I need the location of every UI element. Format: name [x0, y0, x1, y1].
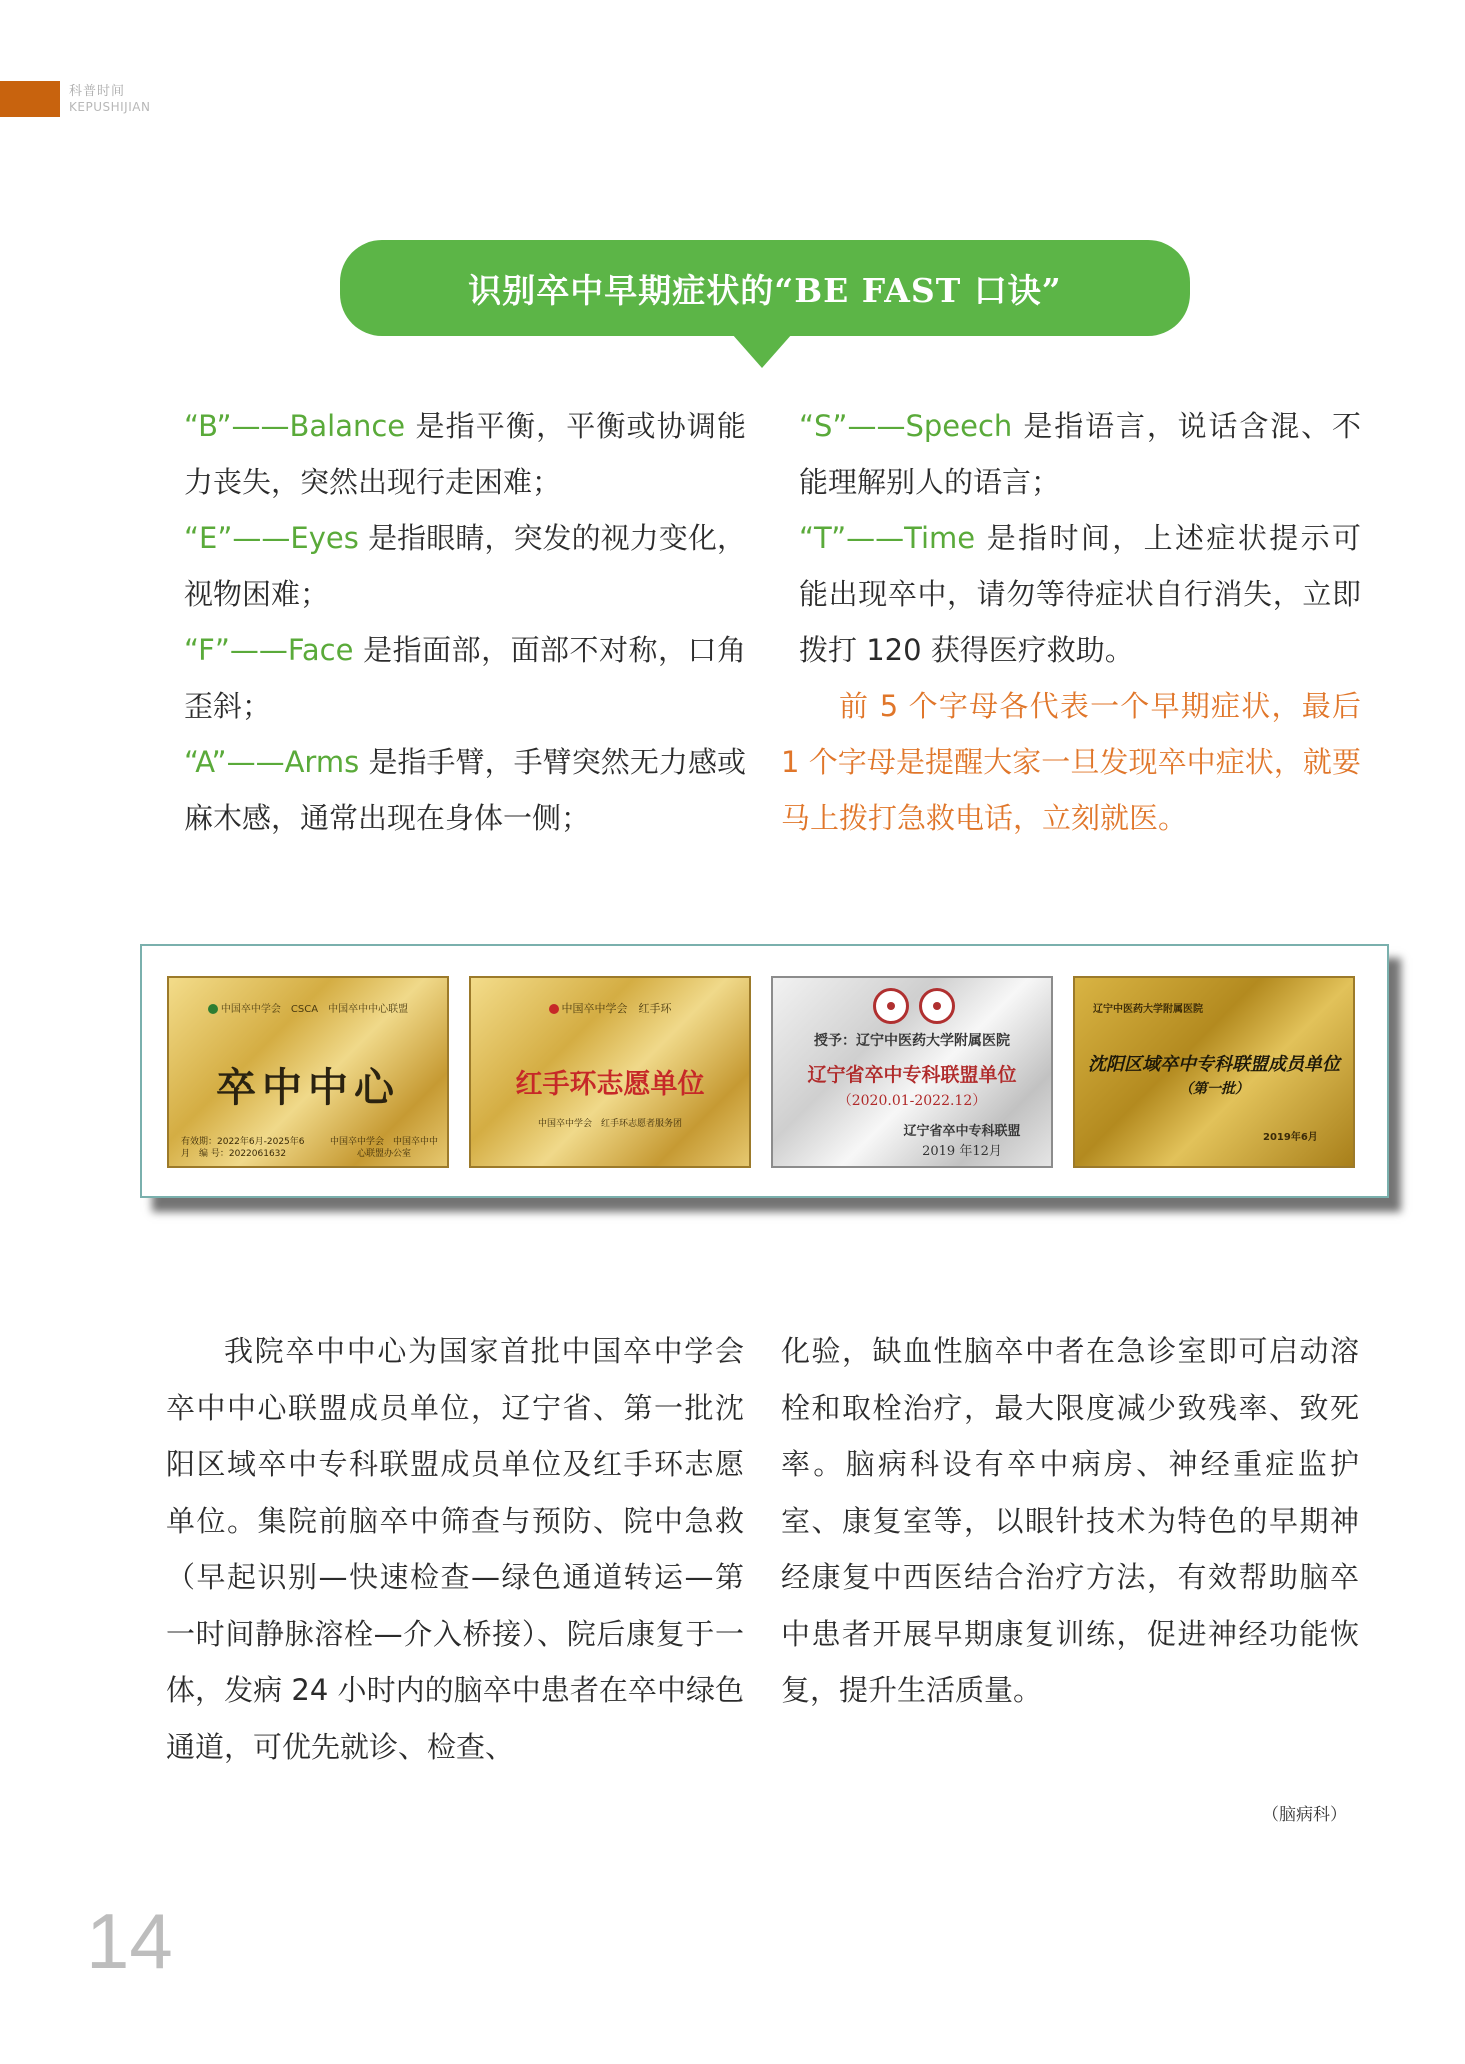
plaque-red-bracelet	[469, 976, 751, 1168]
plaque-title: 卒中中心	[216, 1064, 400, 1111]
befast-item-f: “F”——Face 是指面部，面部不对称，口角歪斜；	[184, 633, 746, 723]
befast-banner	[340, 240, 1190, 336]
section-title-en: KEPUSHIJIAN	[69, 100, 151, 114]
logo-icon	[208, 1004, 218, 1014]
emblem-icon	[919, 988, 955, 1024]
befast-item-e: “E”——Eyes 是指眼睛，突发的视力变化，视物困难；	[184, 521, 746, 611]
befast-highlight: 前 5 个字母各代表一个早期症状，最后 1 个字母是提醒大家一旦发现卒中症状，就要马上拨打急救电话，立刻就医。	[781, 689, 1361, 835]
plaque-photo-strip	[140, 944, 1389, 1198]
header-accent-bar	[0, 81, 60, 117]
plaque-batch: （第一批）	[1179, 1081, 1249, 1097]
plaque-date: 2019年6月	[1263, 1132, 1318, 1143]
plaque-liaoning-alliance	[771, 976, 1053, 1168]
body-left-column	[166, 1323, 744, 1775]
banner-pointer	[732, 334, 792, 368]
plaque-hospital: 辽宁中医药大学附属医院	[1093, 1004, 1203, 1015]
plaque-title: 沈阳区域卒中专科联盟成员单位	[1088, 1054, 1340, 1075]
banner-title: 识别卒中早期症状的“BE FAST 口诀”	[468, 270, 1062, 310]
plaque-logos: 中国卒中学会 CSCA 中国卒中中心联盟	[169, 1000, 447, 1015]
plaque-title: 辽宁省卒中专科联盟单位	[807, 1064, 1017, 1086]
befast-item-a: “A”——Arms 是指手臂，手臂突然无力感或麻木感，通常出现在身体一侧；	[184, 745, 746, 835]
plaque-grant-line: 授予：辽宁中医药大学附属医院	[814, 1033, 1010, 1049]
befast-left-column	[166, 398, 746, 846]
plaque-issuer: 中国卒中学会 红手环志愿者服务团	[537, 1119, 682, 1129]
plaque-issuer: 辽宁省卒中专科联盟	[903, 1124, 1021, 1139]
body-paragraph-continued: 化验，缺血性脑卒中者在急诊室即可启动溶栓和取栓治疗，最大限度减少致残率、致死率。脑病科设有卒中病房、神经重症监护室、康复室等，以眼针技术为特色的早期神经康复中西医结合治疗方法，有效帮助脑卒中患者开展早期康复训练，促进神经功能恢复，提升生活质量。	[781, 1334, 1359, 1707]
plaque-issuer: 中国卒中学会 中国卒中中心联盟办公室	[329, 1137, 438, 1159]
body-paragraph: 我院卒中中心为国家首批中国卒中学会卒中中心联盟成员单位，辽宁省、第一批沈阳区域卒中专科联盟成员单位及红手环志愿单位。集院前脑卒中筛查与预防、院中急救（早起识别—快速检查—绿色通道转运—第一时间静脉溶栓—介入桥接）、院后康复于一体，发病 24 小时内的脑卒中患者在卒中绿色通道，可优先就诊、检查、	[166, 1334, 744, 1764]
page-number: 14	[86, 1897, 173, 1985]
befast-right-column	[781, 398, 1361, 846]
befast-item-s: “S”——Speech 是指语言，说话含混、不能理解别人的语言；	[799, 409, 1361, 499]
plaque-date: 2019 年12月	[922, 1144, 1002, 1159]
department-credit: （脑病科）	[1262, 1805, 1347, 1825]
plaque-period: （2020.01-2022.12）	[837, 1093, 987, 1109]
body-right-column	[781, 1323, 1359, 1719]
befast-item-t: “T”——Time 是指时间，上述症状提示可能出现卒中，请勿等待症状自行消失，立即拨打 120 获得医疗救助。	[799, 521, 1361, 667]
plaque-title: 红手环志愿单位	[515, 1069, 705, 1100]
plaque-validity: 有效期：2022年6月-2025年6月 编 号：2022061632	[181, 1137, 305, 1159]
befast-item-b: “B”——Balance 是指平衡，平衡或协调能力丧失，突然出现行走困难；	[184, 409, 746, 499]
plaque-shenyang-alliance	[1073, 976, 1355, 1168]
emblem-icon	[873, 988, 909, 1024]
section-title-cn: 科普时间	[69, 84, 126, 99]
plaque-stroke-center	[167, 976, 449, 1168]
logo-icon	[549, 1004, 559, 1014]
plaque-logos: 中国卒中学会 红手环	[471, 1000, 749, 1016]
